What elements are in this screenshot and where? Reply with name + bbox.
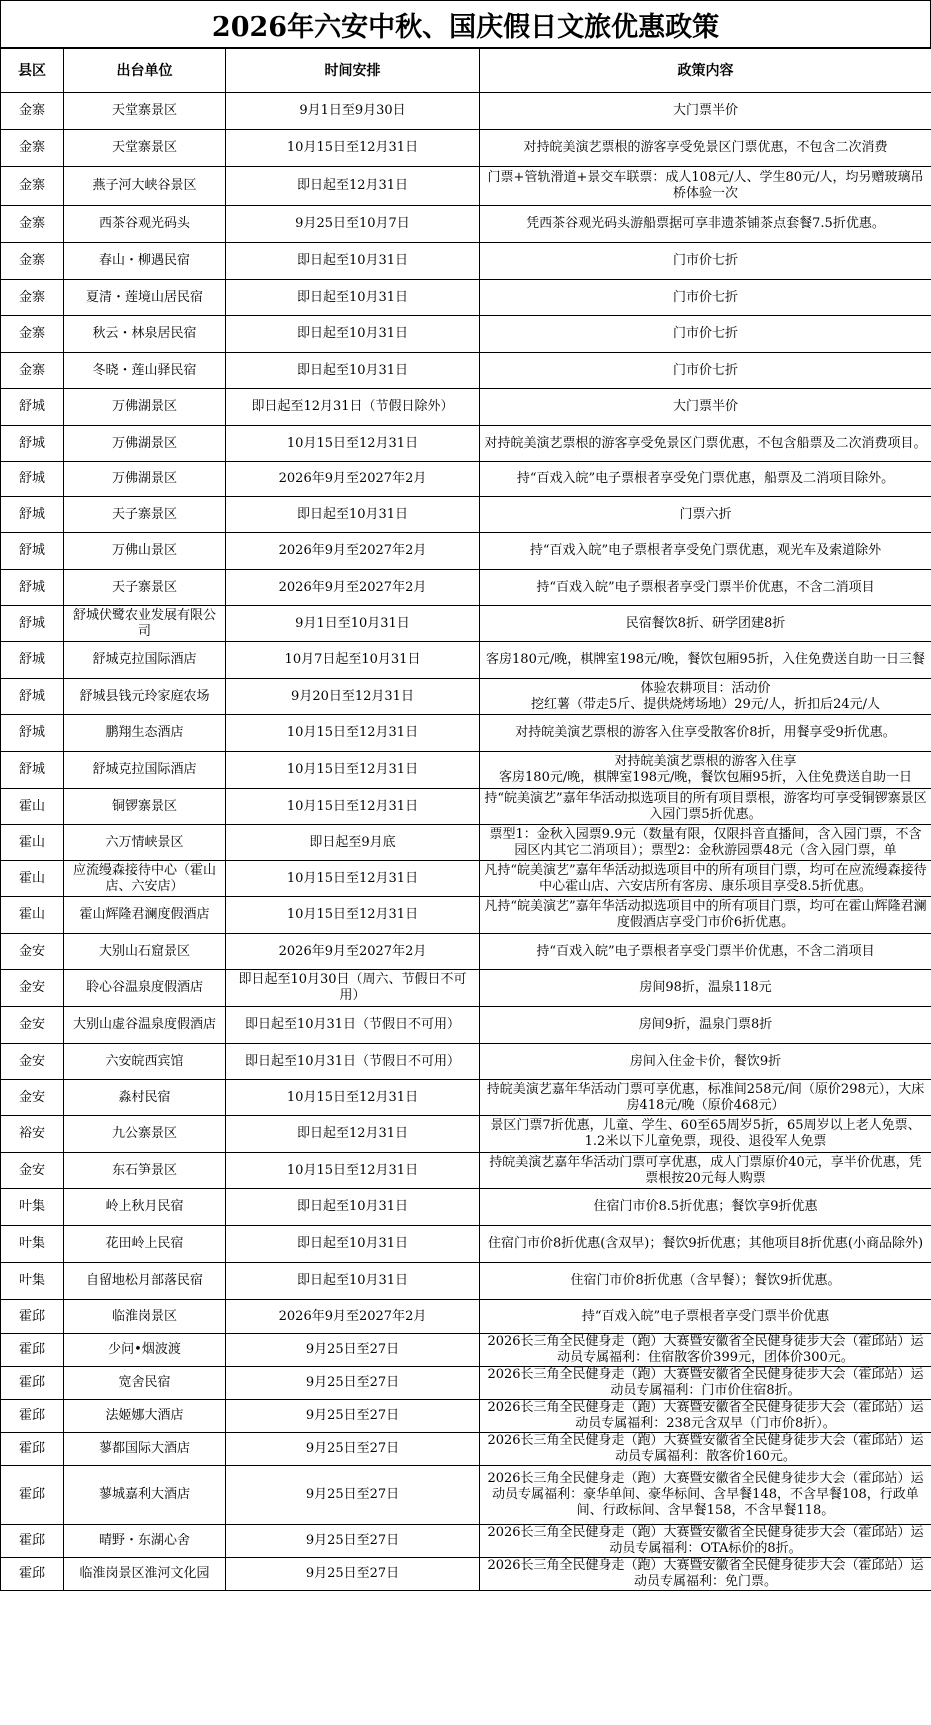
table-row [1, 1334, 931, 1367]
cell-time: 即日起至10月31日 [226, 243, 480, 280]
table-row [1, 1116, 931, 1153]
cell-county: 舒城 [1, 462, 64, 497]
cell-unit: 宽舍民宿 [64, 1367, 226, 1400]
cell-time: 9月25日至10月7日 [226, 206, 480, 243]
cell-unit: 六万情峡景区 [64, 825, 226, 861]
table-row [1, 533, 931, 570]
table-row [1, 1226, 931, 1263]
cell-county: 金安 [1, 1153, 64, 1189]
cell-time: 9月20日至12月31日 [226, 679, 480, 715]
cell-unit: 燕子河大峡谷景区 [64, 167, 226, 206]
header-county: 县区 [1, 49, 64, 93]
table-row [1, 1007, 931, 1044]
cell-time: 即日起至10月31日 [226, 1263, 480, 1300]
cell-time: 10月15日至12月31日 [226, 426, 480, 462]
cell-county: 金安 [1, 970, 64, 1007]
cell-policy: 门票+管轨滑道+景交车联票：成人108元/人、学生80元/人，均另赠玻璃吊桥体验一次 [480, 167, 931, 206]
cell-county: 金寨 [1, 316, 64, 353]
table-row [1, 1044, 931, 1080]
cell-county: 叶集 [1, 1189, 64, 1226]
cell-time: 2026年9月至2027年2月 [226, 1300, 480, 1334]
table-row [1, 462, 931, 497]
cell-county: 舒城 [1, 497, 64, 533]
cell-county: 霍邱 [1, 1558, 64, 1591]
cell-county: 舒城 [1, 389, 64, 426]
cell-time: 9月1日至9月30日 [226, 93, 480, 130]
cell-policy: 客房180元/晚，棋牌室198元/晚，餐饮包厢95折，入住免费送自助一日三餐 [480, 642, 931, 679]
cell-policy: 凡持“皖美演艺”嘉年华活动拟选项目中的所有项目门票，均可在应流缦森接待中心霍山店、六安店所有客房、康乐项目享受8.5折优惠。 [480, 861, 931, 897]
cell-time: 2026年9月至2027年2月 [226, 570, 480, 606]
cell-county: 金寨 [1, 353, 64, 389]
cell-time: 9月25日至27日 [226, 1367, 480, 1400]
cell-time: 10月15日至12月31日 [226, 1153, 480, 1189]
header-row [1, 49, 931, 93]
cell-policy: 持“皖美演艺”嘉年华活动拟选项目的所有项目票根，游客均可享受铜锣寨景区入园门票5折优惠。 [480, 789, 931, 825]
document-title: 2026年六安中秋、国庆假日文旅优惠政策 [0, 0, 931, 48]
cell-time: 10月15日至12月31日 [226, 130, 480, 167]
cell-unit: 蓼都国际大酒店 [64, 1433, 226, 1466]
cell-county: 金安 [1, 1007, 64, 1044]
cell-time: 2026年9月至2027年2月 [226, 462, 480, 497]
cell-county: 霍邱 [1, 1334, 64, 1367]
cell-unit: 春山・柳遇民宿 [64, 243, 226, 280]
cell-unit: 舒城克拉国际酒店 [64, 752, 226, 789]
cell-county: 霍邱 [1, 1466, 64, 1525]
cell-policy: 凡持“皖美演艺”嘉年华活动拟选项目中的所有项目门票，均可在霍山辉隆君澜度假酒店享受门市价6折优惠。 [480, 897, 931, 934]
cell-policy: 民宿餐饮8折、研学团建8折 [480, 606, 931, 642]
table-row [1, 316, 931, 353]
cell-time: 10月15日至12月31日 [226, 897, 480, 934]
cell-county: 霍邱 [1, 1300, 64, 1334]
cell-time: 9月25日至27日 [226, 1433, 480, 1466]
cell-county: 叶集 [1, 1226, 64, 1263]
table-row [1, 825, 931, 861]
cell-unit: 蓼城嘉利大酒店 [64, 1466, 226, 1525]
cell-policy: 门市价七折 [480, 316, 931, 353]
cell-unit: 九公寨景区 [64, 1116, 226, 1153]
cell-policy: 门市价七折 [480, 243, 931, 280]
cell-time: 10月7日起至10月31日 [226, 642, 480, 679]
table-row [1, 497, 931, 533]
cell-time: 即日起至10月30日（周六、节假日不可用） [226, 970, 480, 1007]
cell-policy: 2026长三角全民健身走（跑）大赛暨安徽省全民健身徒步大会（霍邱站）运动员专属福利：门市价住宿8折。 [480, 1367, 931, 1400]
table-row [1, 752, 931, 789]
cell-county: 舒城 [1, 533, 64, 570]
cell-unit: 少问•烟波渡 [64, 1334, 226, 1367]
cell-policy: 2026长三角全民健身走（跑）大赛暨安徽省全民健身徒步大会（霍邱站）运动员专属福利：OTA标价的8折。 [480, 1525, 931, 1558]
cell-time: 10月15日至12月31日 [226, 715, 480, 752]
cell-policy: 2026长三角全民健身走（跑）大赛暨安徽省全民健身徒步大会（霍邱站）运动员专属福利：238元含双早（门市价8折）。 [480, 1400, 931, 1433]
cell-policy: 门市价七折 [480, 280, 931, 316]
cell-policy: 2026长三角全民健身走（跑）大赛暨安徽省全民健身徒步大会（霍邱站）运动员专属福利：免门票。 [480, 1558, 931, 1591]
table-row [1, 606, 931, 642]
cell-policy: 持“百戏入皖”电子票根者享受门票半价优惠，不含二消项目 [480, 570, 931, 606]
table-row [1, 789, 931, 825]
cell-county: 金安 [1, 1080, 64, 1116]
cell-county: 舒城 [1, 715, 64, 752]
cell-policy: 门票六折 [480, 497, 931, 533]
cell-time: 即日起至10月31日 [226, 316, 480, 353]
cell-unit: 聆心谷温泉度假酒店 [64, 970, 226, 1007]
cell-policy: 体验农耕项目：活动价 挖红薯（带走5斤、提供烧烤场地）29元/人，折扣后24元/人 [480, 679, 931, 715]
cell-policy: 对持皖美演艺票根的游客享受免景区门票优惠，不包含二次消费 [480, 130, 931, 167]
cell-county: 金寨 [1, 206, 64, 243]
cell-time: 即日起至12月31日 [226, 1116, 480, 1153]
cell-time: 即日起至10月31日（节假日不可用） [226, 1044, 480, 1080]
cell-county: 裕安 [1, 1116, 64, 1153]
cell-unit: 万佛湖景区 [64, 389, 226, 426]
cell-unit: 法姬娜大酒店 [64, 1400, 226, 1433]
cell-policy: 对持皖美演艺票根的游客入住享受散客价8折，用餐享受9折优惠。 [480, 715, 931, 752]
cell-time: 即日起至10月31日 [226, 353, 480, 389]
cell-county: 金寨 [1, 167, 64, 206]
cell-time: 9月25日至27日 [226, 1558, 480, 1591]
table-row [1, 206, 931, 243]
cell-county: 霍山 [1, 897, 64, 934]
table-row [1, 353, 931, 389]
cell-time: 即日起至10月31日 [226, 280, 480, 316]
cell-unit: 舒城克拉国际酒店 [64, 642, 226, 679]
cell-unit: 东石笋景区 [64, 1153, 226, 1189]
table-row [1, 243, 931, 280]
cell-policy: 景区门票7折优惠，儿童、学生、60至65周岁5折，65周岁以上老人免票、1.2米以下儿童免票，现役、退役军人免票 [480, 1116, 931, 1153]
cell-unit: 万佛山景区 [64, 533, 226, 570]
cell-time: 即日起至10月31日 [226, 1226, 480, 1263]
cell-unit: 临淮岗景区 [64, 1300, 226, 1334]
cell-unit: 万佛湖景区 [64, 462, 226, 497]
cell-county: 金寨 [1, 280, 64, 316]
cell-unit: 应流缦森接待中心（霍山店、六安店） [64, 861, 226, 897]
cell-unit: 自留地松月部落民宿 [64, 1263, 226, 1300]
cell-time: 即日起至9月底 [226, 825, 480, 861]
table-row [1, 93, 931, 130]
cell-county: 舒城 [1, 679, 64, 715]
cell-unit: 舒城县钱元玲家庭农场 [64, 679, 226, 715]
table-row [1, 715, 931, 752]
cell-county: 霍邱 [1, 1400, 64, 1433]
cell-policy: 住宿门市价8折优惠(含双早)；餐饮9折优惠；其他项目8折优惠(小商品除外) [480, 1226, 931, 1263]
cell-county: 霍山 [1, 789, 64, 825]
table-row [1, 861, 931, 897]
cell-unit: 临淮岗景区淮河文化园 [64, 1558, 226, 1591]
cell-time: 9月1日至10月31日 [226, 606, 480, 642]
cell-unit: 晴野・东湖心舍 [64, 1525, 226, 1558]
table-row [1, 167, 931, 206]
cell-policy: 对持皖美演艺票根的游客享受免景区门票优惠，不包含船票及二次消费项目。 [480, 426, 931, 462]
table-row [1, 897, 931, 934]
cell-unit: 大别山石窟景区 [64, 934, 226, 970]
cell-unit: 西茶谷观光码头 [64, 206, 226, 243]
cell-policy: 2026长三角全民健身走（跑）大赛暨安徽省全民健身徒步大会（霍邱站）运动员专属福利：豪华单间、豪华标间、含早餐148，不含早餐108，行政单间、行政标间、含早餐158，不含早餐118。 [480, 1466, 931, 1525]
cell-unit: 大别山虚谷温泉度假酒店 [64, 1007, 226, 1044]
cell-time: 即日起至12月31日 [226, 167, 480, 206]
cell-county: 霍邱 [1, 1433, 64, 1466]
cell-unit: 夏清・莲境山居民宿 [64, 280, 226, 316]
table-row [1, 570, 931, 606]
cell-policy: 住宿门市价8折优惠（含早餐）；餐饮9折优惠。 [480, 1263, 931, 1300]
cell-county: 金安 [1, 1044, 64, 1080]
cell-policy: 持“百戏入皖”电子票根者享受门票半价优惠，不含二消项目 [480, 934, 931, 970]
cell-unit: 天子寨景区 [64, 497, 226, 533]
cell-unit: 霍山辉隆君澜度假酒店 [64, 897, 226, 934]
cell-policy: 持“百戏入皖”电子票根者享受免门票优惠，船票及二消项目除外。 [480, 462, 931, 497]
cell-policy: 房间9折，温泉门票8折 [480, 1007, 931, 1044]
cell-unit: 天堂寨景区 [64, 93, 226, 130]
cell-time: 9月25日至27日 [226, 1334, 480, 1367]
cell-policy: 对持皖美演艺票根的游客入住享 客房180元/晚，棋牌室198元/晚，餐饮包厢95折，入住免费送自助一日 [480, 752, 931, 789]
cell-time: 10月15日至12月31日 [226, 1080, 480, 1116]
cell-time: 2026年9月至2027年2月 [226, 934, 480, 970]
table-row [1, 426, 931, 462]
cell-county: 霍山 [1, 861, 64, 897]
cell-unit: 鹏翔生态酒店 [64, 715, 226, 752]
cell-policy: 住宿门市价8.5折优惠；餐饮享9折优惠 [480, 1189, 931, 1226]
table-row [1, 1367, 931, 1400]
table-row [1, 1153, 931, 1189]
cell-time: 10月15日至12月31日 [226, 789, 480, 825]
cell-policy: 房间入住金卡价，餐饮9折 [480, 1044, 931, 1080]
table-row [1, 130, 931, 167]
cell-time: 即日起至10月31日 [226, 497, 480, 533]
cell-time: 9月25日至27日 [226, 1466, 480, 1525]
header-policy: 政策内容 [480, 49, 931, 93]
cell-policy: 持“百戏入皖”电子票根者享受免门票优惠，观光车及索道除外 [480, 533, 931, 570]
cell-county: 舒城 [1, 642, 64, 679]
cell-policy: 持皖美演艺嘉年华活动门票可享优惠，标准间258元/间（原价298元），大床房418元/晚（原价468元） [480, 1080, 931, 1116]
table-row [1, 642, 931, 679]
cell-unit: 岭上秋月民宿 [64, 1189, 226, 1226]
cell-unit: 铜锣寨景区 [64, 789, 226, 825]
table-row [1, 1400, 931, 1433]
table-row [1, 679, 931, 715]
cell-time: 即日起至10月31日 [226, 1189, 480, 1226]
cell-unit: 天子寨景区 [64, 570, 226, 606]
cell-county: 霍邱 [1, 1525, 64, 1558]
cell-time: 9月25日至27日 [226, 1400, 480, 1433]
cell-time: 9月25日至27日 [226, 1525, 480, 1558]
cell-policy: 凭西茶谷观光码头游船票据可享非遗茶铺茶点套餐7.5折优惠。 [480, 206, 931, 243]
cell-county: 叶集 [1, 1263, 64, 1300]
table-row [1, 1525, 931, 1558]
cell-policy: 持皖美演艺嘉年华活动门票可享优惠，成人门票原价40元，享半价优惠，凭票根按20元每人购票 [480, 1153, 931, 1189]
cell-unit: 淼村民宿 [64, 1080, 226, 1116]
cell-county: 舒城 [1, 570, 64, 606]
cell-unit: 六安皖西宾馆 [64, 1044, 226, 1080]
cell-unit: 万佛湖景区 [64, 426, 226, 462]
cell-county: 舒城 [1, 606, 64, 642]
cell-policy: 大门票半价 [480, 389, 931, 426]
table-row [1, 1189, 931, 1226]
cell-county: 舒城 [1, 426, 64, 462]
cell-policy: 2026长三角全民健身走（跑）大赛暨安徽省全民健身徒步大会（霍邱站）运动员专属福利：散客价160元。 [480, 1433, 931, 1466]
table-row [1, 1080, 931, 1116]
header-unit: 出台单位 [64, 49, 226, 93]
cell-unit: 舒城伏鹭农业发展有限公司 [64, 606, 226, 642]
table-row [1, 389, 931, 426]
cell-county: 霍山 [1, 825, 64, 861]
cell-policy: 大门票半价 [480, 93, 931, 130]
cell-unit: 秋云・林泉居民宿 [64, 316, 226, 353]
table-row [1, 1466, 931, 1525]
table-row [1, 934, 931, 970]
cell-time: 即日起至12月31日（节假日除外） [226, 389, 480, 426]
table-row [1, 1433, 931, 1466]
cell-county: 金寨 [1, 243, 64, 280]
cell-county: 金安 [1, 934, 64, 970]
cell-time: 10月15日至12月31日 [226, 861, 480, 897]
cell-policy: 2026长三角全民健身走（跑）大赛暨安徽省全民健身徒步大会（霍邱站）运动员专属福利：住宿散客价399元，团体价300元。 [480, 1334, 931, 1367]
cell-county: 舒城 [1, 752, 64, 789]
cell-county: 金寨 [1, 93, 64, 130]
cell-policy: 票型1：金秋入园票9.9元（数量有限，仅限抖音直播间，含入园门票，不含园区内其它二消项目）；票型2：金秋游园票48元（含入园门票，单 [480, 825, 931, 861]
table-row [1, 280, 931, 316]
table-row [1, 1300, 931, 1334]
table-row [1, 970, 931, 1007]
cell-county: 霍邱 [1, 1367, 64, 1400]
cell-policy: 门市价七折 [480, 353, 931, 389]
cell-time: 2026年9月至2027年2月 [226, 533, 480, 570]
cell-time: 10月15日至12月31日 [226, 752, 480, 789]
cell-policy: 房间98折，温泉118元 [480, 970, 931, 1007]
cell-unit: 冬晓・莲山驿民宿 [64, 353, 226, 389]
table-row [1, 1263, 931, 1300]
cell-unit: 花田岭上民宿 [64, 1226, 226, 1263]
cell-time: 即日起至10月31日（节假日不可用） [226, 1007, 480, 1044]
table-body [1, 93, 931, 1591]
cell-unit: 天堂寨景区 [64, 130, 226, 167]
table-row [1, 1558, 931, 1591]
cell-policy: 持“百戏入皖”电子票根者享受门票半价优惠 [480, 1300, 931, 1334]
header-time: 时间安排 [226, 49, 480, 93]
cell-county: 金寨 [1, 130, 64, 167]
policy-table [0, 48, 931, 1591]
